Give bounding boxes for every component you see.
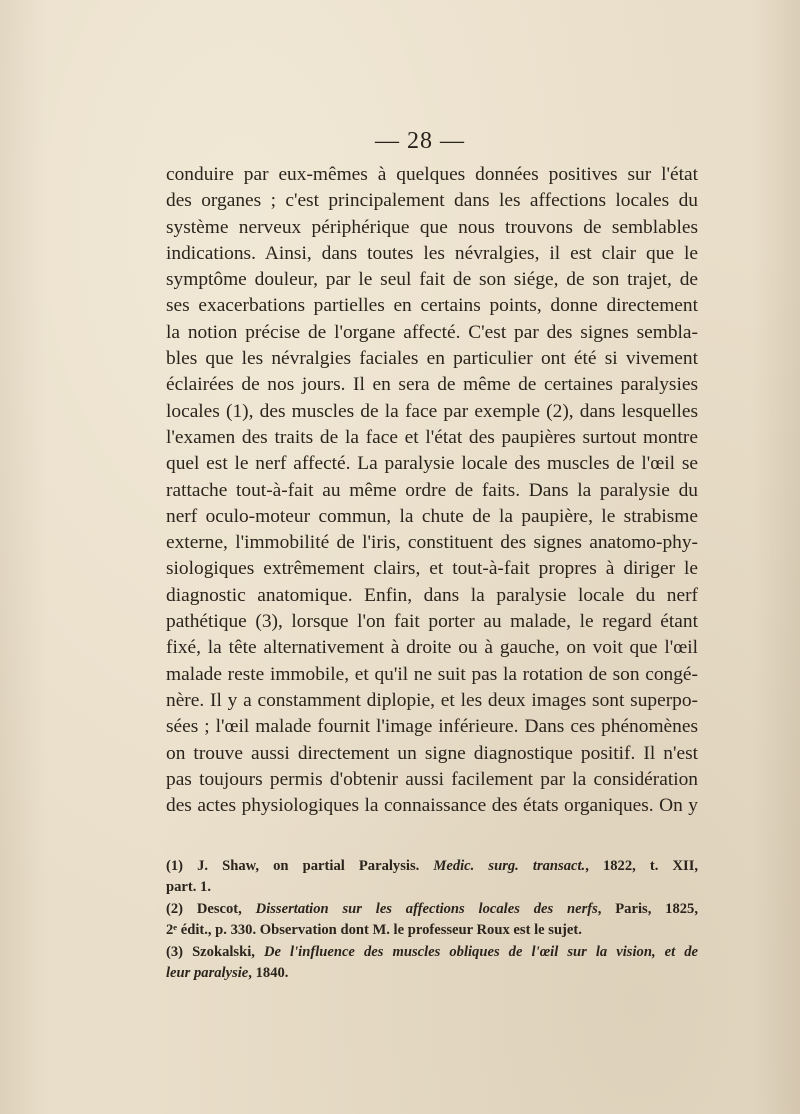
body-line: indications. Ainsi, dans toutes les névralgies, il est clair que le: [166, 242, 698, 264]
footnote-text: (3) Szokalski,: [166, 943, 264, 960]
footnote-text: , 1840.: [248, 964, 289, 981]
footnote-italic: De l'influence des muscles obliques de l'œil sur la vision: [263, 943, 652, 960]
body-line: on trouve aussi directement un signe diagnostique positif. Il n'est: [166, 742, 698, 764]
body-line: locales (1), des muscles de la face par exemple (2), dans lesquelles: [166, 400, 698, 422]
footnote-italic: Dissertation sur les affections locales des nerfs: [255, 900, 598, 917]
footnote-2: [166, 899, 698, 920]
body-line: rattache tout-à-fait au même ordre de faits. Dans la paralysie du: [166, 479, 698, 501]
footnote-1: [166, 856, 698, 877]
body-line: des actes physiologiques la connaissance des états organiques. On y: [166, 795, 698, 817]
body-line: siologiques extrêmement clairs, et tout-à-fait propres à diriger le: [166, 558, 698, 580]
footnote-italic: leur paralysie: [166, 964, 249, 981]
body-line: symptôme douleur, par le seul fait de son siége, de son trajet, de: [166, 269, 698, 291]
body-line: nerf oculo-moteur commun, la chute de la paupière, le strabisme: [166, 505, 698, 527]
body-line: quel est le nerf affecté. La paralysie locale des muscles de l'œil se: [166, 453, 698, 475]
body-line: pas toujours permis d'obtenir aussi facilement par la considération: [166, 768, 698, 790]
footnotes: [166, 856, 698, 984]
page-number: — 28 —: [375, 128, 465, 154]
body-line: l'examen des traits de la face et l'état des paupières surtout montre: [166, 426, 698, 448]
body-line: éclairées de nos jours. Il en sera de même de certaines paralysies: [166, 374, 698, 396]
footnote-1-cont: part. 1.: [166, 879, 211, 896]
body-line: malade reste immobile, et qu'il ne suit pas la rotation de son congé-: [166, 663, 698, 685]
body-line: externe, l'immobilité de l'iris, constituent des signes anatomo-phy-: [166, 532, 698, 554]
footnote-3: [166, 942, 698, 963]
body-line: conduire par eux-mêmes à quelques données positives sur l'état: [166, 164, 698, 185]
body-line: pathétique (3), lorsque l'on fait porter au malade, le regard étant: [166, 611, 698, 633]
footnote-text: (2) Descot,: [166, 900, 256, 917]
body-line: système nerveux périphérique que nous trouvons de semblables: [166, 216, 698, 238]
body-line: nère. Il y a constamment diplopie, et les deux images sont superpo-: [166, 689, 698, 711]
body-line: bles que les névralgies faciales en particulier ont été si vivement: [166, 348, 698, 370]
footnote-text: (1) J. Shaw, on partial Paralysis.: [166, 858, 434, 874]
footnote-italic: Medic. surg. transact.: [433, 858, 586, 874]
footnote-2-cont: 2ᵉ édit., p. 330. Observation dont M. le professeur Roux est le sujet.: [166, 922, 582, 939]
body-line: des organes ; c'est principalement dans les affections locales du: [166, 190, 698, 212]
footnote-3-cont: [166, 963, 698, 984]
footnote-italic: , et de: [651, 943, 698, 960]
body-text: [166, 162, 698, 819]
body-line: fixé, la tête alternativement à droite ou à gauche, on voit que l'œil: [166, 637, 698, 659]
body-line: diagnostic anatomique. Enfin, dans la paralysie locale du nerf: [166, 584, 698, 606]
body-line: la notion précise de l'organe affecté. C'est par des signes sembla-: [166, 321, 698, 343]
footnote-text: , Paris, 1825,: [597, 900, 699, 917]
body-line: sées ; l'œil malade fournit l'image inférieure. Dans ces phénomènes: [166, 716, 698, 738]
body-line: ses exacerbations partielles en certains points, donne directement: [166, 295, 698, 317]
footnote-text: , 1822, t. XII,: [585, 858, 699, 874]
